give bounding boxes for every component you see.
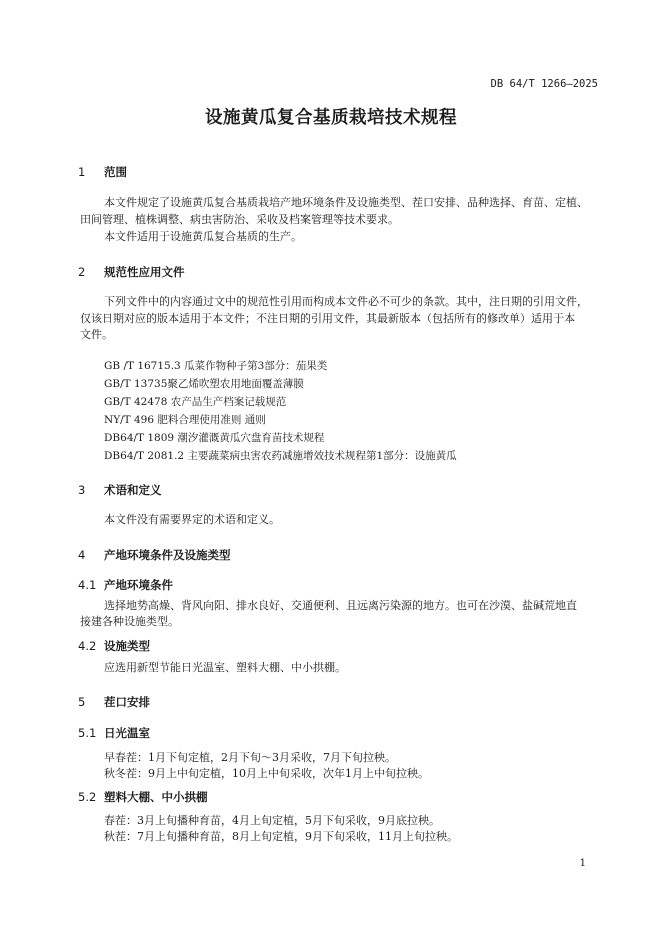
paragraph: 应选用新型节能日光温室、塑料大棚、中小拱棚。 xyxy=(104,661,346,674)
paragraph: 本文件没有需要界定的术语和定义。 xyxy=(104,513,280,526)
subsection-title: 产地环境条件 xyxy=(104,578,173,592)
subsection-number: 4.2 xyxy=(78,639,97,653)
reference-item: GB /T 16715.3 瓜菜作物种子第3部分：茄果类 xyxy=(104,360,328,372)
section-title: 产地环境条件及设施类型 xyxy=(104,548,231,562)
subsection-title: 日光温室 xyxy=(104,726,150,740)
paragraph: 接建各种设施类型。 xyxy=(80,615,179,628)
reference-item: GB/T 42478 农产品生产档案记载规范 xyxy=(104,396,287,408)
paragraph: 选择地势高燥、背风向阳、排水良好、交通便利、且远离污染源的地方。也可在沙漠、盐碱荒地直 xyxy=(104,599,577,612)
paragraph: 文件。 xyxy=(80,328,113,341)
paragraph: 春茬：3月上旬播种育苗，4月上旬定植，5月下旬采收，9月底拉秧。 xyxy=(104,814,440,827)
paragraph: 秋茬：7月上旬播种育苗，8月上旬定植，9月下旬采收，11月上旬拉秧。 xyxy=(104,830,458,843)
reference-item: DB64/T 1809 潮汐灌溉黄瓜穴盘育苗技术规程 xyxy=(104,432,325,444)
section-2-heading xyxy=(78,264,185,280)
paragraph: 秋冬茬：9月上中旬定植，10月上中旬采收，次年1月上中旬拉秧。 xyxy=(104,767,429,780)
page-number: 1 xyxy=(579,858,586,869)
section-title: 术语和定义 xyxy=(104,483,162,497)
section-number: 5 xyxy=(78,695,86,709)
section-number: 2 xyxy=(78,265,86,279)
section-title: 范围 xyxy=(104,165,127,179)
section-4-heading xyxy=(78,547,231,563)
paragraph: 本文件适用于设施黄瓜复合基质的生产。 xyxy=(104,230,302,243)
paragraph: 本文件规定了设施黄瓜复合基质栽培产地环境条件及设施类型、茬口安排、品种选择、育苗、定植、 xyxy=(104,196,588,209)
subsection-5-2-heading xyxy=(78,789,208,805)
subsection-number: 5.2 xyxy=(78,790,97,804)
subsection-number: 5.1 xyxy=(78,726,97,740)
section-title: 规范性应用文件 xyxy=(104,265,185,279)
section-1-heading xyxy=(78,164,127,180)
section-number: 4 xyxy=(78,548,86,562)
subsection-5-1-heading xyxy=(78,725,150,741)
section-title: 茬口安排 xyxy=(104,695,150,709)
section-3-heading xyxy=(78,482,162,498)
paragraph: 田间管理、植株调整、病虫害防治、采收及档案管理等技术要求。 xyxy=(80,213,399,226)
standard-code: DB 64/T 1266—2025 xyxy=(490,78,598,90)
reference-item: DB64/T 2081.2 主要蔬菜病虫害农药减施增效技术规程第1部分：设施黄瓜 xyxy=(104,450,457,462)
section-number: 1 xyxy=(78,165,86,179)
paragraph: 下列文件中的内容通过文中的规范性引用而构成本文件必不可少的条款。其中，注日期的引用文件， xyxy=(104,295,588,308)
subsection-title: 塑料大棚、中小拱棚 xyxy=(104,790,208,804)
paragraph: 仅该日期对应的版本适用于本文件；不注日期的引用文件，其最新版本（包括所有的修改单）适用于本 xyxy=(80,312,575,325)
subsection-number: 4.1 xyxy=(78,578,97,592)
reference-item: NY/T 496 肥料合理使用准则 通则 xyxy=(104,414,266,426)
subsection-4-2-heading xyxy=(78,638,150,654)
subsection-4-1-heading xyxy=(78,577,173,593)
subsection-title: 设施类型 xyxy=(104,639,150,653)
section-5-heading xyxy=(78,694,150,710)
document-title: 设施黄瓜复合基质栽培技术规程 xyxy=(205,108,457,128)
paragraph: 早春茬：1月下旬定植，2月下旬～3月采收，7月下旬拉秧。 xyxy=(104,751,396,764)
reference-item: GB/T 13735聚乙烯吹塑农用地面覆盖薄膜 xyxy=(104,378,304,390)
section-number: 3 xyxy=(78,483,86,497)
